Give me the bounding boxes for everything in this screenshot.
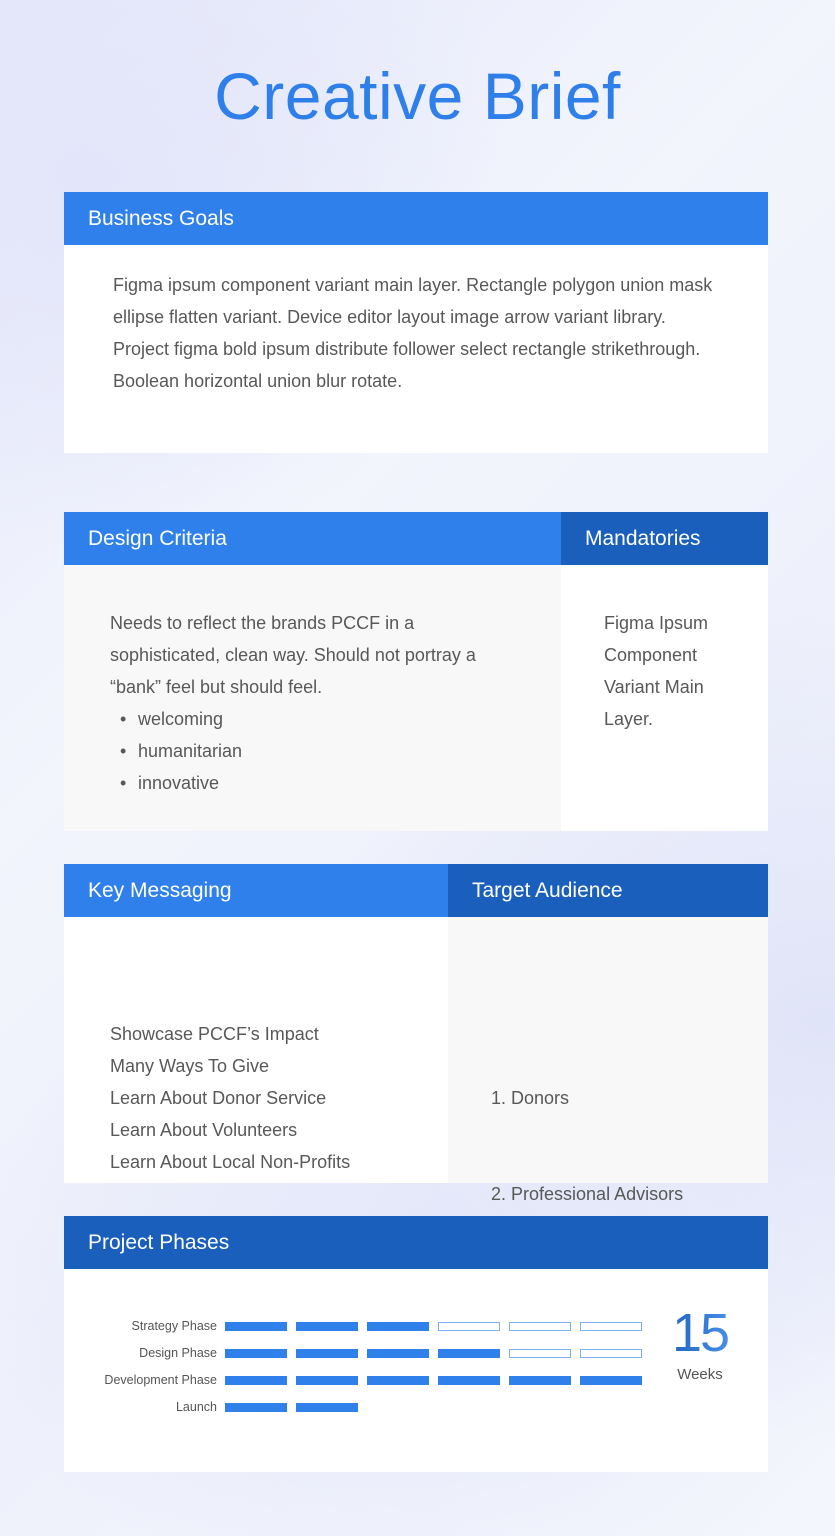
phase-segments bbox=[225, 1376, 651, 1385]
week-segment-filled bbox=[367, 1349, 429, 1358]
project-phases-card bbox=[64, 1216, 768, 1472]
week-segment-empty bbox=[509, 1322, 571, 1331]
mandatories-text: Figma Ipsum Component Variant Main Layer. bbox=[604, 613, 709, 729]
phase-segments bbox=[225, 1403, 367, 1412]
week-segment-filled bbox=[296, 1349, 358, 1358]
design-criteria-header bbox=[64, 512, 561, 565]
week-segment-filled bbox=[225, 1322, 287, 1331]
key-messaging-heading: Key Messaging bbox=[88, 878, 232, 902]
mandatories-card bbox=[561, 512, 768, 831]
key-messaging-card bbox=[64, 864, 448, 1183]
week-segment-filled bbox=[509, 1376, 571, 1385]
key-messaging-list bbox=[110, 1018, 350, 1178]
mandatories-header bbox=[561, 512, 768, 565]
phase-segments bbox=[225, 1322, 651, 1331]
project-phases-heading: Project Phases bbox=[88, 1230, 230, 1254]
key-messaging-header bbox=[64, 864, 448, 917]
design-criteria-card bbox=[64, 512, 561, 831]
list-item: Showcase PCCF’s Impact bbox=[110, 1024, 319, 1044]
key-messaging-body bbox=[64, 917, 448, 1183]
week-segment-filled bbox=[438, 1349, 500, 1358]
phase-row-strategy bbox=[64, 1319, 651, 1333]
business-goals-heading: Business Goals bbox=[88, 206, 234, 230]
week-segment-filled bbox=[225, 1349, 287, 1358]
total-weeks-unit: Weeks bbox=[677, 1366, 723, 1383]
week-segment-filled bbox=[367, 1376, 429, 1385]
list-item: Many Ways To Give bbox=[110, 1056, 270, 1076]
project-phases-header bbox=[64, 1216, 768, 1269]
phase-row-development bbox=[64, 1373, 651, 1387]
design-criteria-bullets bbox=[110, 703, 490, 799]
target-audience-card bbox=[448, 864, 768, 1204]
business-goals-card bbox=[64, 192, 768, 453]
business-goals-header bbox=[64, 192, 768, 245]
total-weeks-value: 15 bbox=[662, 1306, 738, 1360]
phase-label: Design Phase bbox=[139, 1346, 217, 1360]
list-item: Learn About Donor Service bbox=[110, 1088, 327, 1108]
phase-row-design bbox=[64, 1346, 651, 1360]
week-segment-filled bbox=[296, 1322, 358, 1331]
list-item: 2. Professional Advisors bbox=[491, 1184, 684, 1204]
week-segment-filled bbox=[296, 1376, 358, 1385]
key-messaging-row bbox=[64, 864, 768, 1204]
design-criteria-row bbox=[64, 512, 768, 831]
design-criteria-body bbox=[64, 565, 561, 831]
mandatories-body bbox=[561, 565, 768, 831]
target-audience-header bbox=[448, 864, 768, 917]
bullet-item: • innovative bbox=[110, 767, 490, 799]
bullet-item: • welcoming bbox=[110, 703, 490, 735]
week-segment-empty bbox=[438, 1322, 500, 1331]
project-phases-body bbox=[64, 1269, 768, 1472]
week-segment-filled bbox=[367, 1322, 429, 1331]
phase-label: Development Phase bbox=[104, 1373, 217, 1387]
week-segment-filled bbox=[438, 1376, 500, 1385]
phase-label: Strategy Phase bbox=[131, 1319, 217, 1333]
phase-segments bbox=[225, 1349, 651, 1358]
phase-label: Launch bbox=[175, 1400, 217, 1414]
design-criteria-text: Needs to reflect the brands PCCF in a sophisticated, clean way. Should not portray a “bank” feel but should feel. bbox=[110, 613, 476, 697]
week-segment-filled bbox=[225, 1403, 287, 1412]
week-segment-empty bbox=[509, 1349, 571, 1358]
target-audience-heading: Target Audience bbox=[472, 878, 623, 902]
list-item: Learn About Local Non-Profits bbox=[110, 1152, 351, 1172]
week-segment-filled bbox=[580, 1376, 642, 1385]
business-goals-body bbox=[64, 245, 768, 453]
week-segment-empty bbox=[580, 1349, 642, 1358]
page-title: Creative Brief bbox=[214, 59, 621, 133]
week-segment-filled bbox=[225, 1376, 287, 1385]
mandatories-heading: Mandatories bbox=[585, 526, 701, 550]
bullet-item: • humanitarian bbox=[110, 735, 490, 767]
phase-row-launch bbox=[64, 1400, 367, 1414]
list-item: Learn About Volunteers bbox=[110, 1120, 298, 1140]
week-segment-empty bbox=[580, 1322, 642, 1331]
week-segment-filled bbox=[296, 1403, 358, 1412]
list-item: 1. Donors bbox=[491, 1088, 570, 1108]
business-goals-text: Figma ipsum component variant main layer. Rectangle polygon union mask ellipse flatten variant. Device editor layout image arrow variant library. Project figma bold ipsum distribute follower select rectangle strikethrough. Boolean horizontal union blur rotate. bbox=[113, 275, 713, 391]
target-audience-body bbox=[448, 917, 768, 1204]
design-criteria-heading: Design Criteria bbox=[88, 526, 227, 550]
